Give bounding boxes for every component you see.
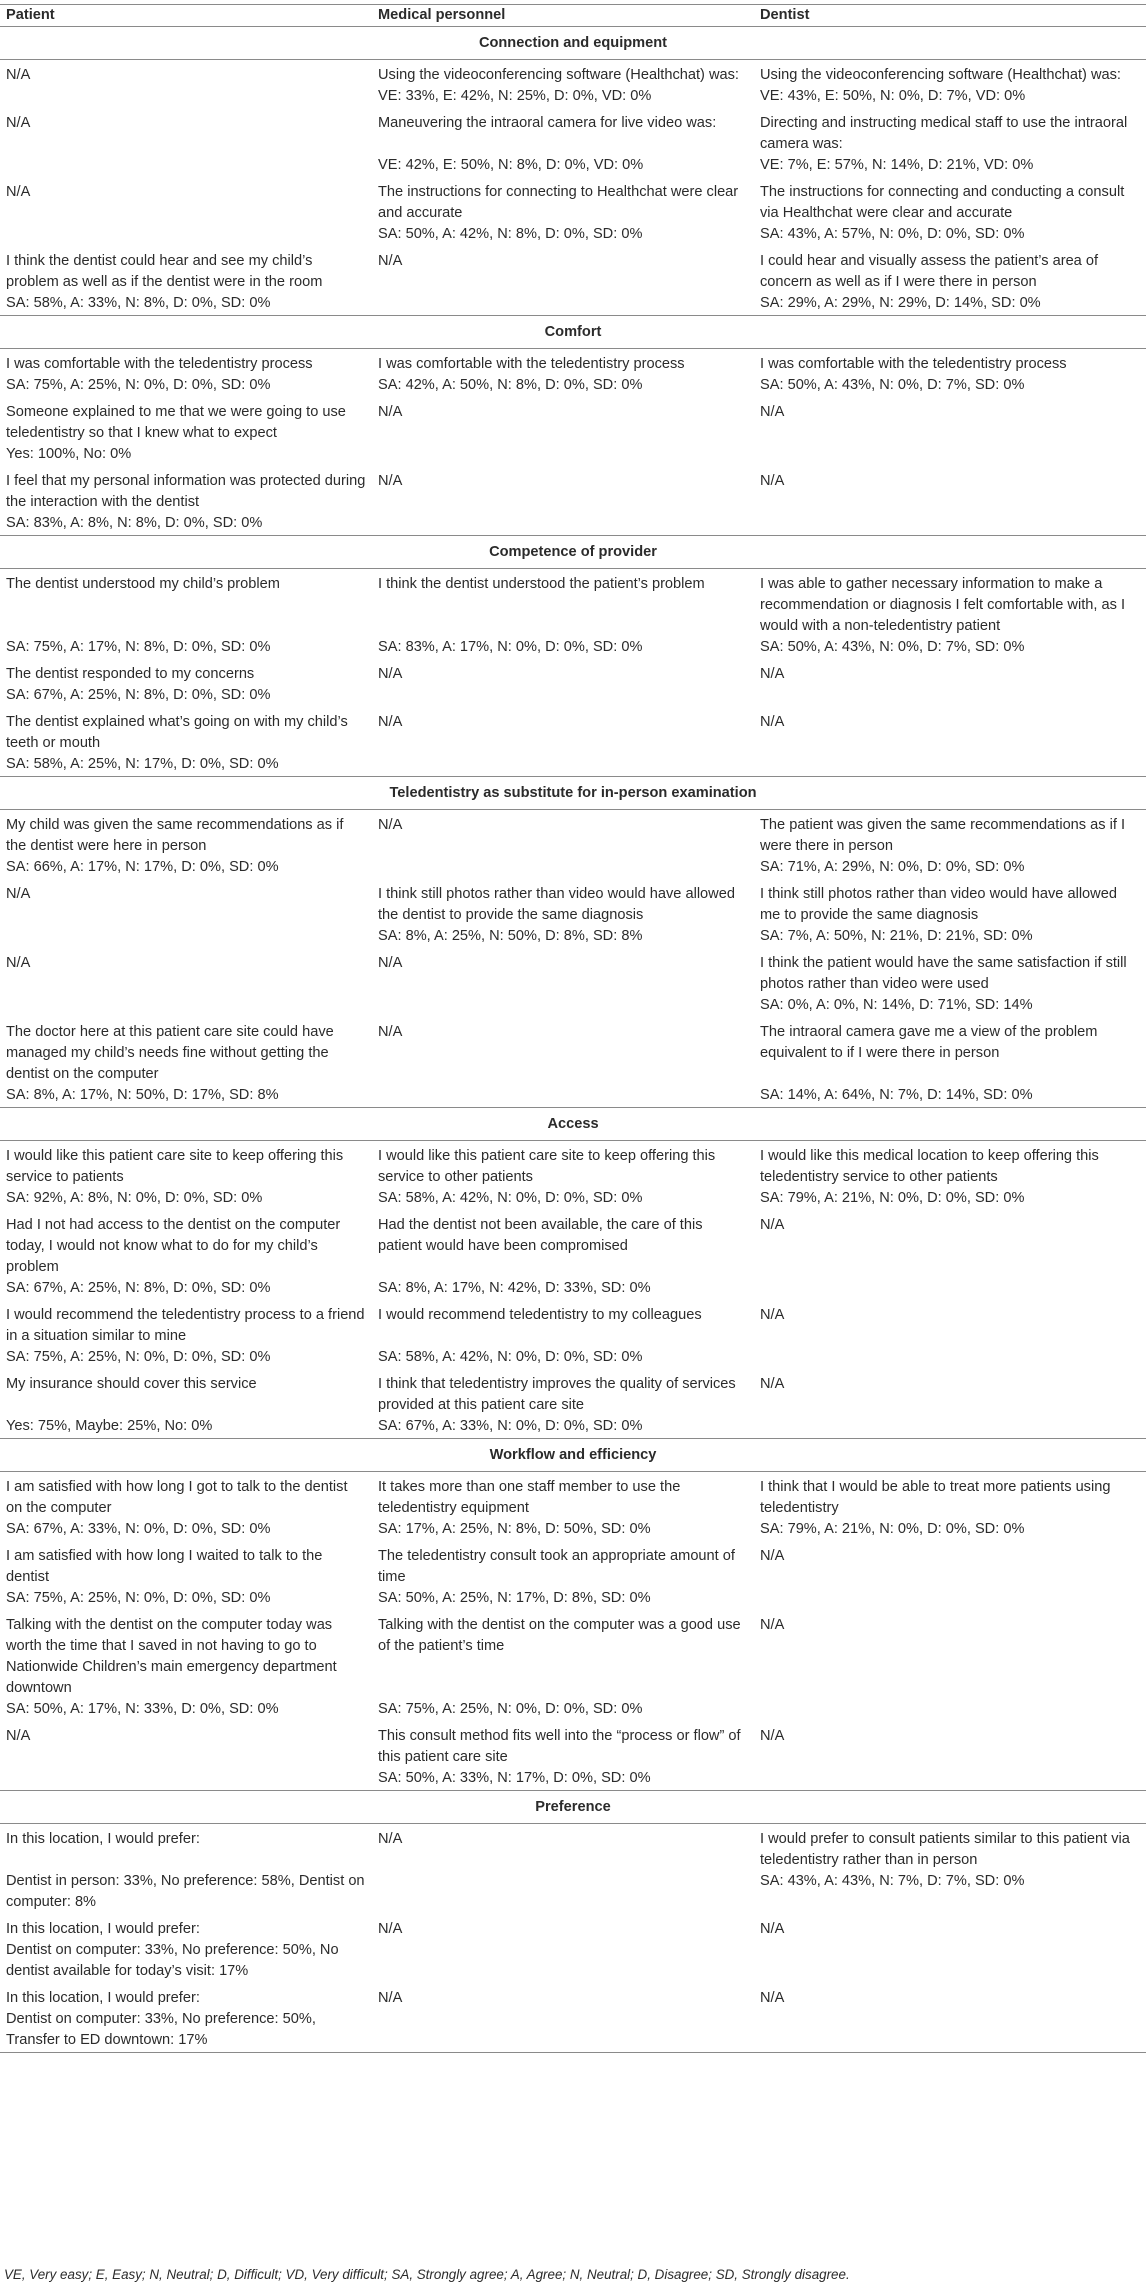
question-cell-patient: The dentist explained what’s going on with my child’s teeth or mouth [6,714,348,751]
result-row [0,224,1146,246]
column-header-dentist: Dentist [754,5,1146,27]
question-row [0,1541,1146,1588]
question-cell-dentist: N/A [760,1728,785,1744]
question-cell-dentist: N/A [760,1921,785,1937]
question-cell-dentist: I was able to gather necessary information to make a recommendation or diagnosis I felt comfortable with, as I would with a non-teledentistry patient [760,576,1126,634]
question-cell-patient: In this location, I would prefer: [6,1831,200,1847]
table-body [0,27,1146,2053]
question-row [0,108,1146,155]
result-cell-medical-personnel [372,995,754,1017]
question-cell-medical-personnel: N/A [378,1831,403,1847]
result-cell-patient: SA: 67%, A: 25%, N: 8%, D: 0%, SD: 0% [6,1280,271,1296]
result-cell-dentist: SA: 7%, A: 50%, N: 21%, D: 21%, SD: 0% [760,928,1033,944]
result-row [0,1699,1146,1721]
result-cell-patient: SA: 66%, A: 17%, N: 17%, D: 0%, SD: 0% [6,859,279,875]
question-cell-dentist: I think the patient would have the same satisfaction if still photos rather than video were used [760,955,1127,992]
result-cell-dentist [754,1278,1146,1300]
question-row [0,659,1146,685]
section-title: Access [0,1108,1146,1141]
question-cell-patient: N/A [6,1728,31,1744]
question-row [0,1210,1146,1278]
question-cell-dentist: I could hear and visually assess the patient’s area of concern as well as if I were there in person [760,253,1099,290]
result-row [0,1871,1146,1914]
result-cell-patient: SA: 67%, A: 33%, N: 0%, D: 0%, SD: 0% [6,1521,271,1537]
section-title: Preference [0,1791,1146,1824]
section-title: Competence of provider [0,536,1146,569]
result-row [0,1940,1146,1983]
question-cell-patient: I feel that my personal information was protected during the interaction with the dentist [6,473,366,510]
result-row [0,2009,1146,2053]
result-cell-dentist: SA: 43%, A: 57%, N: 0%, D: 0%, SD: 0% [760,226,1025,242]
result-cell-dentist: VE: 7%, E: 57%, N: 14%, D: 21%, VD: 0% [760,157,1034,173]
question-cell-patient: Someone explained to me that we were going to use teledentistry so that I knew what to expect [6,404,346,441]
result-cell-patient: Dentist on computer: 33%, No preference: 50%, No dentist available for today’s visit: 17% [6,1942,339,1979]
result-cell-dentist: SA: 0%, A: 0%, N: 14%, D: 71%, SD: 14% [760,997,1033,1013]
result-cell-medical-personnel [372,293,754,316]
question-row [0,1983,1146,2009]
question-row [0,1300,1146,1347]
question-cell-dentist: N/A [760,1548,785,1564]
question-row [0,177,1146,224]
section-title: Connection and equipment [0,27,1146,60]
result-row [0,155,1146,177]
result-cell-dentist: SA: 50%, A: 43%, N: 0%, D: 7%, SD: 0% [760,377,1025,393]
question-cell-dentist: The patient was given the same recommendations as if I were there in person [760,817,1126,854]
result-cell-patient: SA: 75%, A: 17%, N: 8%, D: 0%, SD: 0% [6,639,271,655]
table-footnote: VE, Very easy; E, Easy; N, Neutral; D, Difficult; VD, Very difficult; SA, Strongly agree; A, Agree; N, Neutral; D, Disagree; SD, Strongly disagree. [4,2267,850,2282]
result-cell-dentist: SA: 79%, A: 21%, N: 0%, D: 0%, SD: 0% [760,1521,1025,1537]
question-cell-patient: The doctor here at this patient care site could have managed my child’s needs fine without getting the dentist on the computer [6,1024,334,1082]
result-row [0,1188,1146,1210]
result-cell-patient [0,995,372,1017]
result-cell-patient: SA: 58%, A: 33%, N: 8%, D: 0%, SD: 0% [0,293,372,316]
question-cell-patient: Had I not had access to the dentist on the computer today, I would not know what to do for my child’s problem [6,1217,341,1275]
question-cell-patient: In this location, I would prefer: [6,1921,200,1937]
question-cell-medical-personnel: N/A [378,473,403,489]
result-cell-medical-personnel [372,1085,754,1108]
result-cell-medical-personnel: SA: 8%, A: 25%, N: 50%, D: 8%, SD: 8% [378,928,643,944]
question-cell-medical-personnel: It takes more than one staff member to use the teledentistry equipment [378,1479,681,1516]
result-cell-medical-personnel: SA: 67%, A: 33%, N: 0%, D: 0%, SD: 0% [372,1416,754,1439]
question-cell-dentist: The instructions for connecting and conducting a consult via Healthchat were clear and accurate [760,184,1125,221]
question-cell-patient: N/A [6,955,31,971]
question-cell-dentist: I think still photos rather than video would have allowed me to provide the same diagnosis [760,886,1117,923]
question-row [0,1610,1146,1699]
result-cell-patient [0,1768,372,1791]
question-cell-patient: In this location, I would prefer: [6,1990,200,2006]
question-cell-dentist: I think that I would be able to treat more patients using teledentistry [760,1479,1111,1516]
question-row [0,1824,1146,1872]
result-cell-dentist [754,685,1146,707]
question-cell-medical-personnel: The teledentistry consult took an appropriate amount of time [378,1548,735,1585]
section-row [0,536,1146,569]
result-cell-medical-personnel: VE: 42%, E: 50%, N: 8%, D: 0%, VD: 0% [378,157,644,173]
result-cell-patient: Dentist in person: 33%, No preference: 58%, Dentist on computer: 8% [6,1873,365,1910]
question-cell-dentist: N/A [760,473,785,489]
question-cell-medical-personnel: Maneuvering the intraoral camera for live video was: [378,115,717,131]
result-cell-dentist: SA: 79%, A: 21%, N: 0%, D: 0%, SD: 0% [760,1190,1025,1206]
result-cell-patient: SA: 58%, A: 25%, N: 17%, D: 0%, SD: 0% [0,754,372,777]
table-header [0,5,1146,27]
question-row [0,246,1146,293]
question-cell-patient: I would recommend the teledentistry process to a friend in a situation similar to mine [6,1307,365,1344]
section-row [0,777,1146,810]
section-row [0,1791,1146,1824]
result-cell-medical-personnel: SA: 42%, A: 50%, N: 8%, D: 0%, SD: 0% [378,377,643,393]
question-row [0,1369,1146,1416]
result-cell-medical-personnel [372,857,754,879]
result-row [0,926,1146,948]
result-row [0,754,1146,777]
question-cell-medical-personnel: Had the dentist not been available, the care of this patient would have been compromised [378,1217,703,1254]
result-row [0,1588,1146,1610]
result-cell-medical-personnel [372,1871,754,1914]
question-cell-medical-personnel: I would like this patient care site to keep offering this service to other patients [378,1148,716,1185]
result-cell-dentist [754,754,1146,777]
result-row [0,1278,1146,1300]
result-row [0,513,1146,536]
result-row [0,86,1146,108]
question-cell-dentist: I would prefer to consult patients similar to this patient via teledentistry rather than in person [760,1831,1130,1868]
result-cell-patient [0,926,372,948]
question-cell-medical-personnel: N/A [378,955,403,971]
question-cell-medical-personnel: I think that teledentistry improves the quality of services provided at this patient care site [378,1376,736,1413]
question-cell-medical-personnel: Using the videoconferencing software (Healthchat) was: [378,67,739,83]
result-cell-dentist: SA: 14%, A: 64%, N: 7%, D: 14%, SD: 0% [754,1085,1146,1108]
result-row [0,1768,1146,1791]
result-cell-medical-personnel [372,685,754,707]
result-cell-dentist: VE: 43%, E: 50%, N: 0%, D: 7%, VD: 0% [760,88,1026,104]
result-cell-patient: SA: 67%, A: 25%, N: 8%, D: 0%, SD: 0% [6,687,271,703]
section-row [0,1439,1146,1472]
result-cell-dentist [754,2009,1146,2053]
question-cell-dentist: N/A [760,1217,785,1233]
question-cell-patient: I would like this patient care site to keep offering this service to patients [6,1148,344,1185]
question-cell-dentist: I would like this medical location to keep offering this teledentistry service to other patients [760,1148,1099,1185]
section-row [0,316,1146,349]
question-cell-medical-personnel: N/A [378,404,403,420]
question-cell-patient: N/A [6,886,31,902]
result-cell-medical-personnel: SA: 58%, A: 42%, N: 0%, D: 0%, SD: 0% [378,1349,643,1365]
result-cell-medical-personnel [372,1940,754,1983]
question-row [0,1721,1146,1768]
result-cell-patient: SA: 83%, A: 8%, N: 8%, D: 0%, SD: 0% [0,513,372,536]
result-cell-dentist: SA: 43%, A: 43%, N: 7%, D: 7%, SD: 0% [760,1873,1025,1889]
result-cell-dentist [754,444,1146,466]
question-cell-medical-personnel: The instructions for connecting to Healthchat were clear and accurate [378,184,739,221]
question-row [0,810,1146,858]
question-cell-dentist: N/A [760,666,785,682]
section-title: Workflow and efficiency [0,1439,1146,1472]
question-cell-medical-personnel: Talking with the dentist on the computer was a good use of the patient’s time [378,1617,741,1654]
result-cell-medical-personnel: SA: 50%, A: 42%, N: 8%, D: 0%, SD: 0% [378,226,643,242]
result-cell-dentist [754,1347,1146,1369]
result-cell-medical-personnel: SA: 50%, A: 25%, N: 17%, D: 8%, SD: 0% [378,1590,651,1606]
question-cell-medical-personnel: N/A [378,714,403,730]
section-title: Teledentistry as substitute for in-person examination [0,777,1146,810]
question-cell-dentist: N/A [760,714,785,730]
question-cell-medical-personnel: N/A [378,253,403,269]
result-row [0,444,1146,466]
result-cell-patient: SA: 8%, A: 17%, N: 50%, D: 17%, SD: 8% [0,1085,372,1108]
section-title: Comfort [0,316,1146,349]
question-row [0,948,1146,995]
question-cell-patient: I was comfortable with the teledentistry process [6,356,313,372]
result-cell-dentist [754,1768,1146,1791]
question-cell-medical-personnel: I was comfortable with the teledentistry process [378,356,685,372]
question-row [0,60,1146,87]
result-row [0,1347,1146,1369]
question-cell-patient: I am satisfied with how long I got to talk to the dentist on the computer [6,1479,348,1516]
result-cell-patient [0,155,372,177]
result-cell-medical-personnel [372,754,754,777]
question-row [0,1914,1146,1940]
question-cell-patient: My child was given the same recommendations as if the dentist were here in person [6,817,344,854]
result-row [0,637,1146,659]
result-cell-patient: Yes: 75%, Maybe: 25%, No: 0% [0,1416,372,1439]
question-cell-patient: N/A [6,115,31,131]
result-row [0,685,1146,707]
question-cell-patient: N/A [6,184,31,200]
result-row [0,857,1146,879]
question-cell-medical-personnel: N/A [378,666,403,682]
result-cell-dentist [754,513,1146,536]
question-cell-medical-personnel: N/A [378,817,403,833]
result-row [0,995,1146,1017]
section-row [0,1108,1146,1141]
question-cell-dentist: Directing and instructing medical staff to use the intraoral camera was: [760,115,1128,152]
result-cell-patient: SA: 75%, A: 25%, N: 0%, D: 0%, SD: 0% [6,1590,271,1606]
question-cell-patient: Talking with the dentist on the computer today was worth the time that I saved in not having to go to Nationwide Children’s main emergency department downtown [6,1617,337,1696]
result-cell-dentist [754,1416,1146,1439]
question-cell-patient: I am satisfied with how long I waited to talk to the dentist [6,1548,323,1585]
result-cell-dentist [754,1699,1146,1721]
result-cell-patient: SA: 92%, A: 8%, N: 0%, D: 0%, SD: 0% [6,1190,263,1206]
column-header-medical-personnel: Medical personnel [372,5,754,27]
result-cell-patient: SA: 75%, A: 25%, N: 0%, D: 0%, SD: 0% [6,377,271,393]
result-cell-patient [0,86,372,108]
result-cell-patient [0,224,372,246]
section-row [0,27,1146,60]
result-cell-patient: Yes: 100%, No: 0% [6,446,132,462]
question-cell-medical-personnel: N/A [378,1990,403,2006]
result-row [0,375,1146,397]
question-cell-dentist: The intraoral camera gave me a view of the problem equivalent to if I were there in person [760,1024,1098,1061]
question-row [0,466,1146,513]
question-row [0,879,1146,926]
result-cell-medical-personnel [372,2009,754,2053]
question-cell-patient: The dentist understood my child’s problem [6,576,280,592]
result-cell-patient: SA: 75%, A: 25%, N: 0%, D: 0%, SD: 0% [6,1349,271,1365]
result-row [0,1519,1146,1541]
survey-results-table [0,4,1146,2053]
result-row [0,293,1146,316]
question-cell-medical-personnel: N/A [378,1024,403,1040]
column-header-patient: Patient [0,5,372,27]
question-cell-dentist: Using the videoconferencing software (Healthchat) was: [760,67,1121,83]
result-cell-patient: Dentist on computer: 33%, No preference: 50%, Transfer to ED downtown: 17% [0,2009,372,2053]
question-cell-dentist: N/A [760,1307,785,1323]
result-cell-dentist: SA: 50%, A: 43%, N: 0%, D: 7%, SD: 0% [760,639,1025,655]
result-cell-medical-personnel: SA: 83%, A: 17%, N: 0%, D: 0%, SD: 0% [378,639,643,655]
result-cell-dentist [754,1588,1146,1610]
result-cell-medical-personnel [372,513,754,536]
question-cell-patient: I think the dentist could hear and see my child’s problem as well as if the dentist were in the room [6,253,323,290]
question-cell-dentist: N/A [760,1617,785,1633]
question-row [0,397,1146,444]
question-row [0,349,1146,376]
question-row [0,1141,1146,1189]
result-cell-medical-personnel: SA: 8%, A: 17%, N: 42%, D: 33%, SD: 0% [378,1280,651,1296]
result-cell-dentist: SA: 71%, A: 29%, N: 0%, D: 0%, SD: 0% [760,859,1025,875]
question-cell-dentist: N/A [760,404,785,420]
question-cell-medical-personnel: I think still photos rather than video would have allowed the dentist to provide the same diagnosis [378,886,735,923]
result-cell-medical-personnel: SA: 50%, A: 33%, N: 17%, D: 0%, SD: 0% [372,1768,754,1791]
question-cell-medical-personnel: N/A [378,1921,403,1937]
question-row [0,1472,1146,1520]
result-cell-medical-personnel: VE: 33%, E: 42%, N: 25%, D: 0%, VD: 0% [378,88,652,104]
result-cell-patient: SA: 50%, A: 17%, N: 33%, D: 0%, SD: 0% [6,1701,279,1717]
question-cell-medical-personnel: This consult method fits well into the “process or flow” of this patient care site [378,1728,741,1765]
question-row [0,707,1146,754]
question-cell-dentist: I was comfortable with the teledentistry process [760,356,1067,372]
question-cell-dentist: N/A [760,1376,785,1392]
result-row [0,1416,1146,1439]
result-cell-medical-personnel [372,444,754,466]
result-cell-medical-personnel: SA: 17%, A: 25%, N: 8%, D: 50%, SD: 0% [378,1521,651,1537]
question-row [0,569,1146,638]
question-cell-medical-personnel: I would recommend teledentistry to my colleagues [378,1307,702,1323]
result-cell-dentist [754,1940,1146,1983]
result-cell-medical-personnel: SA: 75%, A: 25%, N: 0%, D: 0%, SD: 0% [378,1701,643,1717]
question-row [0,1017,1146,1085]
question-cell-patient: My insurance should cover this service [6,1376,257,1392]
question-cell-patient: N/A [6,67,31,83]
question-cell-medical-personnel: I think the dentist understood the patient’s problem [378,576,705,592]
result-cell-dentist: SA: 29%, A: 29%, N: 29%, D: 14%, SD: 0% [754,293,1146,316]
result-row [0,1085,1146,1108]
question-cell-patient: The dentist responded to my concerns [6,666,255,682]
result-cell-medical-personnel: SA: 58%, A: 42%, N: 0%, D: 0%, SD: 0% [378,1190,643,1206]
question-cell-dentist: N/A [760,1990,785,2006]
